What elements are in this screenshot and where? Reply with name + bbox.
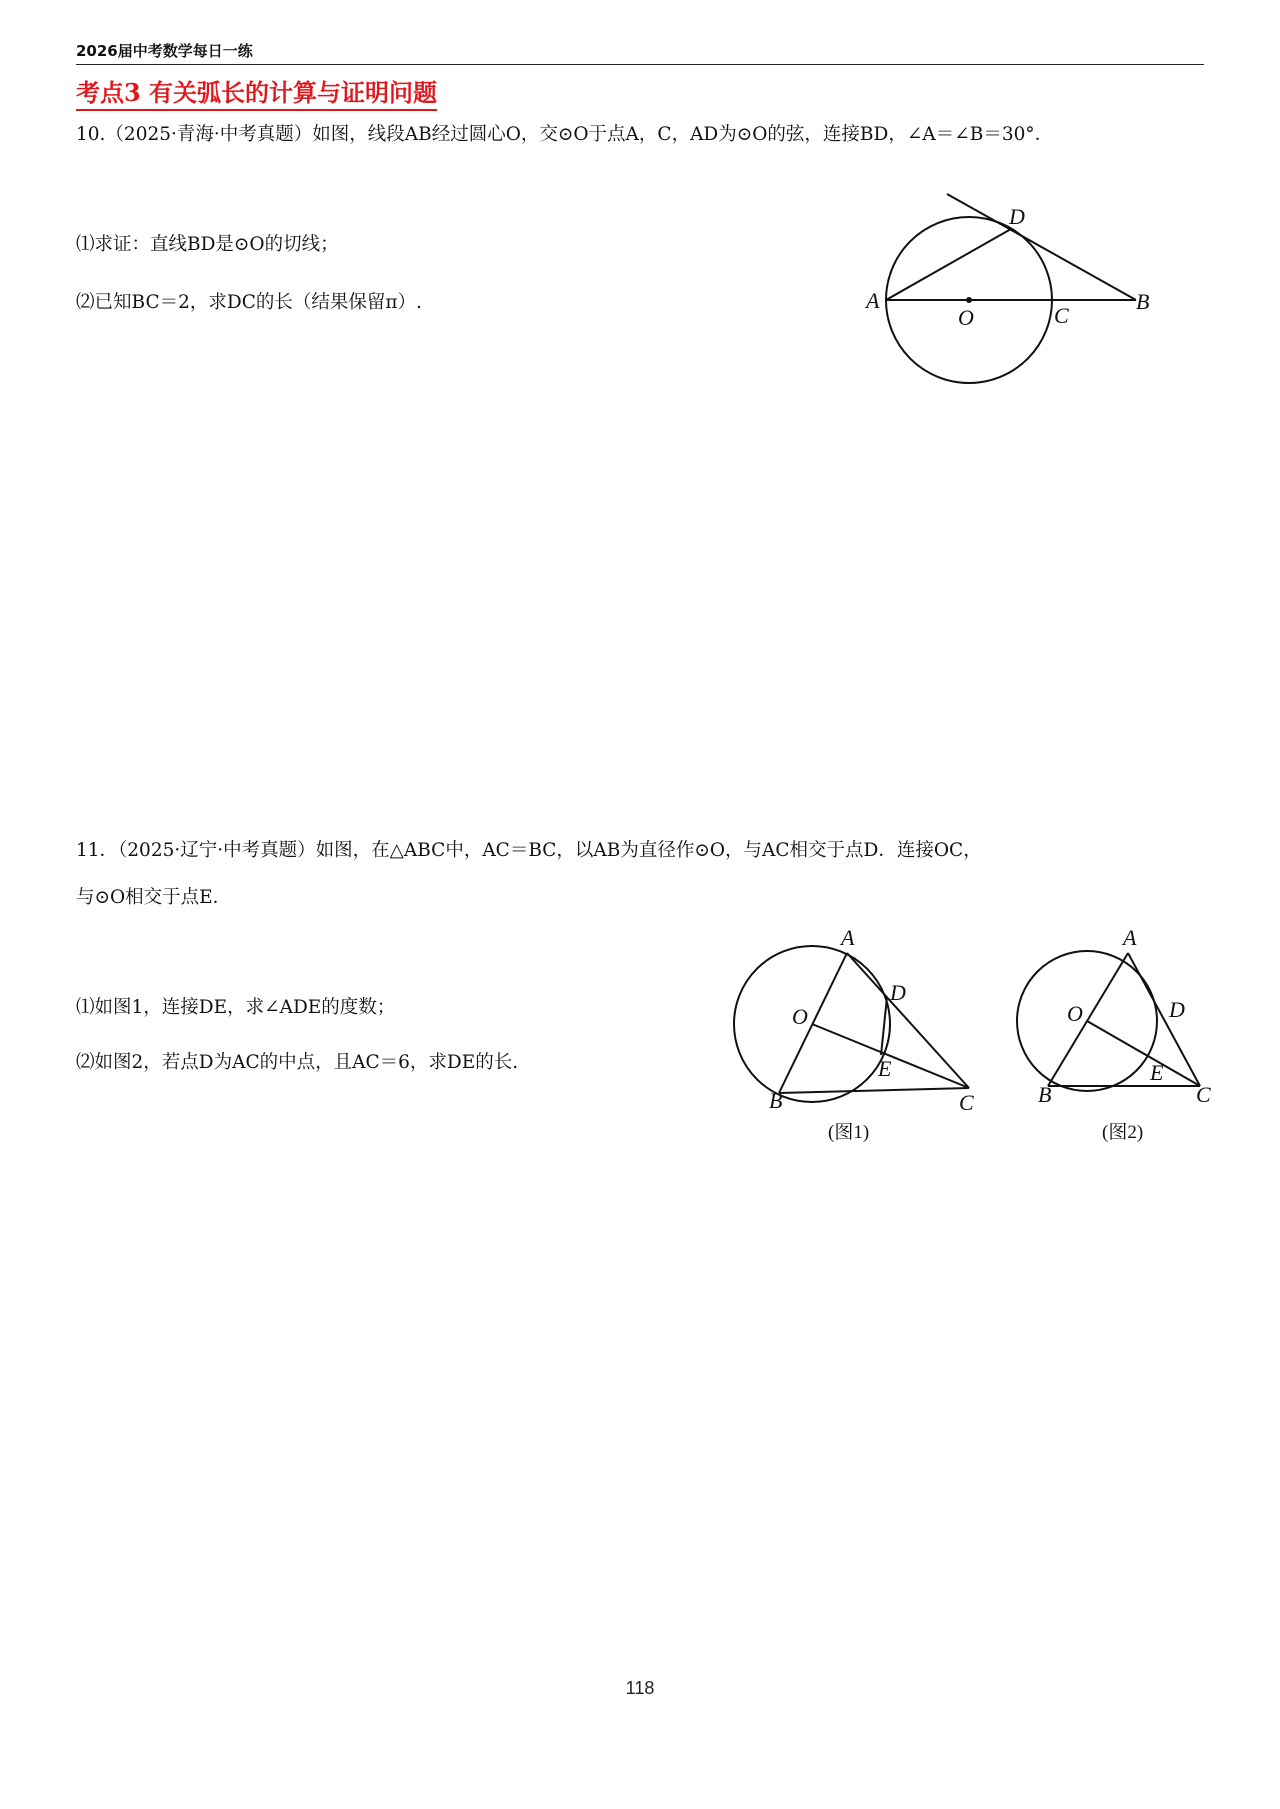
label-o: O (958, 305, 974, 330)
page-number: 118 (625, 1678, 655, 1698)
figure-1-label-d: D (890, 980, 906, 1005)
figure-2-label-a: A (1123, 925, 1137, 950)
problem-10-stem: 10.（2025·青海·中考真题）如图，线段AB经过圆心O，交⊙O于点A，C，AD为⊙O的弦，连接BD，∠A＝∠B＝30°． (76, 124, 1054, 145)
figure-1-side-bc (779, 1088, 969, 1093)
figure-1-label-o: O (792, 1004, 808, 1029)
problem-10-part-2: ⑵已知BC＝2，求DC的长（结果保留π）. (76, 292, 422, 313)
problem-10-diagram (0, 0, 1280, 400)
figure-2-label-o: O (1067, 1001, 1083, 1026)
figure-1-side-ac (847, 953, 969, 1088)
figure-1-diameter-ab (779, 953, 847, 1093)
figure-1-caption: (图1) (828, 1122, 870, 1143)
figure-1-label-e: E (878, 1056, 892, 1081)
document-header-title: 2026届中考数学每日一练 (76, 42, 253, 60)
figure-2-caption: (图2) (1102, 1122, 1144, 1143)
figure-1-label-b: B (769, 1088, 783, 1113)
figure-2-label-d: D (1169, 997, 1185, 1022)
problem-10-figure (0, 0, 1280, 400)
figure-2 (1017, 925, 1211, 1143)
label-d: D (1009, 204, 1025, 229)
figure-1-label-c: C (959, 1090, 974, 1115)
problem-10-part-1: ⑴求证：直线BD是⊙O的切线； (76, 234, 339, 255)
figure-2-label-c: C (1196, 1082, 1211, 1107)
problem-11-stem-line-1: 11．（2025·辽宁·中考真题）如图，在△ABC中，AC＝BC，以AB为直径作⊙O，与AC相交于点D．连接OC， (76, 840, 982, 861)
section-title: 考点3 有关弧长的计算与证明问题 (76, 78, 437, 111)
problem-11-figures (0, 900, 1280, 1160)
figure-2-label-e: E (1150, 1060, 1164, 1085)
figure-2-diameter-ab (1048, 953, 1128, 1086)
problem-11-stem-line-2: 与⊙O相交于点E． (76, 887, 232, 908)
label-c: C (1054, 303, 1069, 328)
tangent-bd (947, 194, 1136, 300)
figure-2-label-b: B (1038, 1082, 1052, 1107)
problem-11-part-1: ⑴如图1，连接DE，求∠ADE的度数； (76, 997, 396, 1018)
chord-ad (886, 229, 1011, 300)
label-b: B (1136, 289, 1150, 314)
figure-1-label-a: A (841, 925, 855, 950)
problem-11-part-2: ⑵如图2，若点D为AC的中点，且AC＝6，求DE的长. (76, 1052, 519, 1073)
center-point-o (966, 297, 972, 303)
label-a: A (866, 288, 880, 313)
figure-1 (734, 925, 974, 1143)
problem-11-diagrams (0, 900, 1280, 1160)
